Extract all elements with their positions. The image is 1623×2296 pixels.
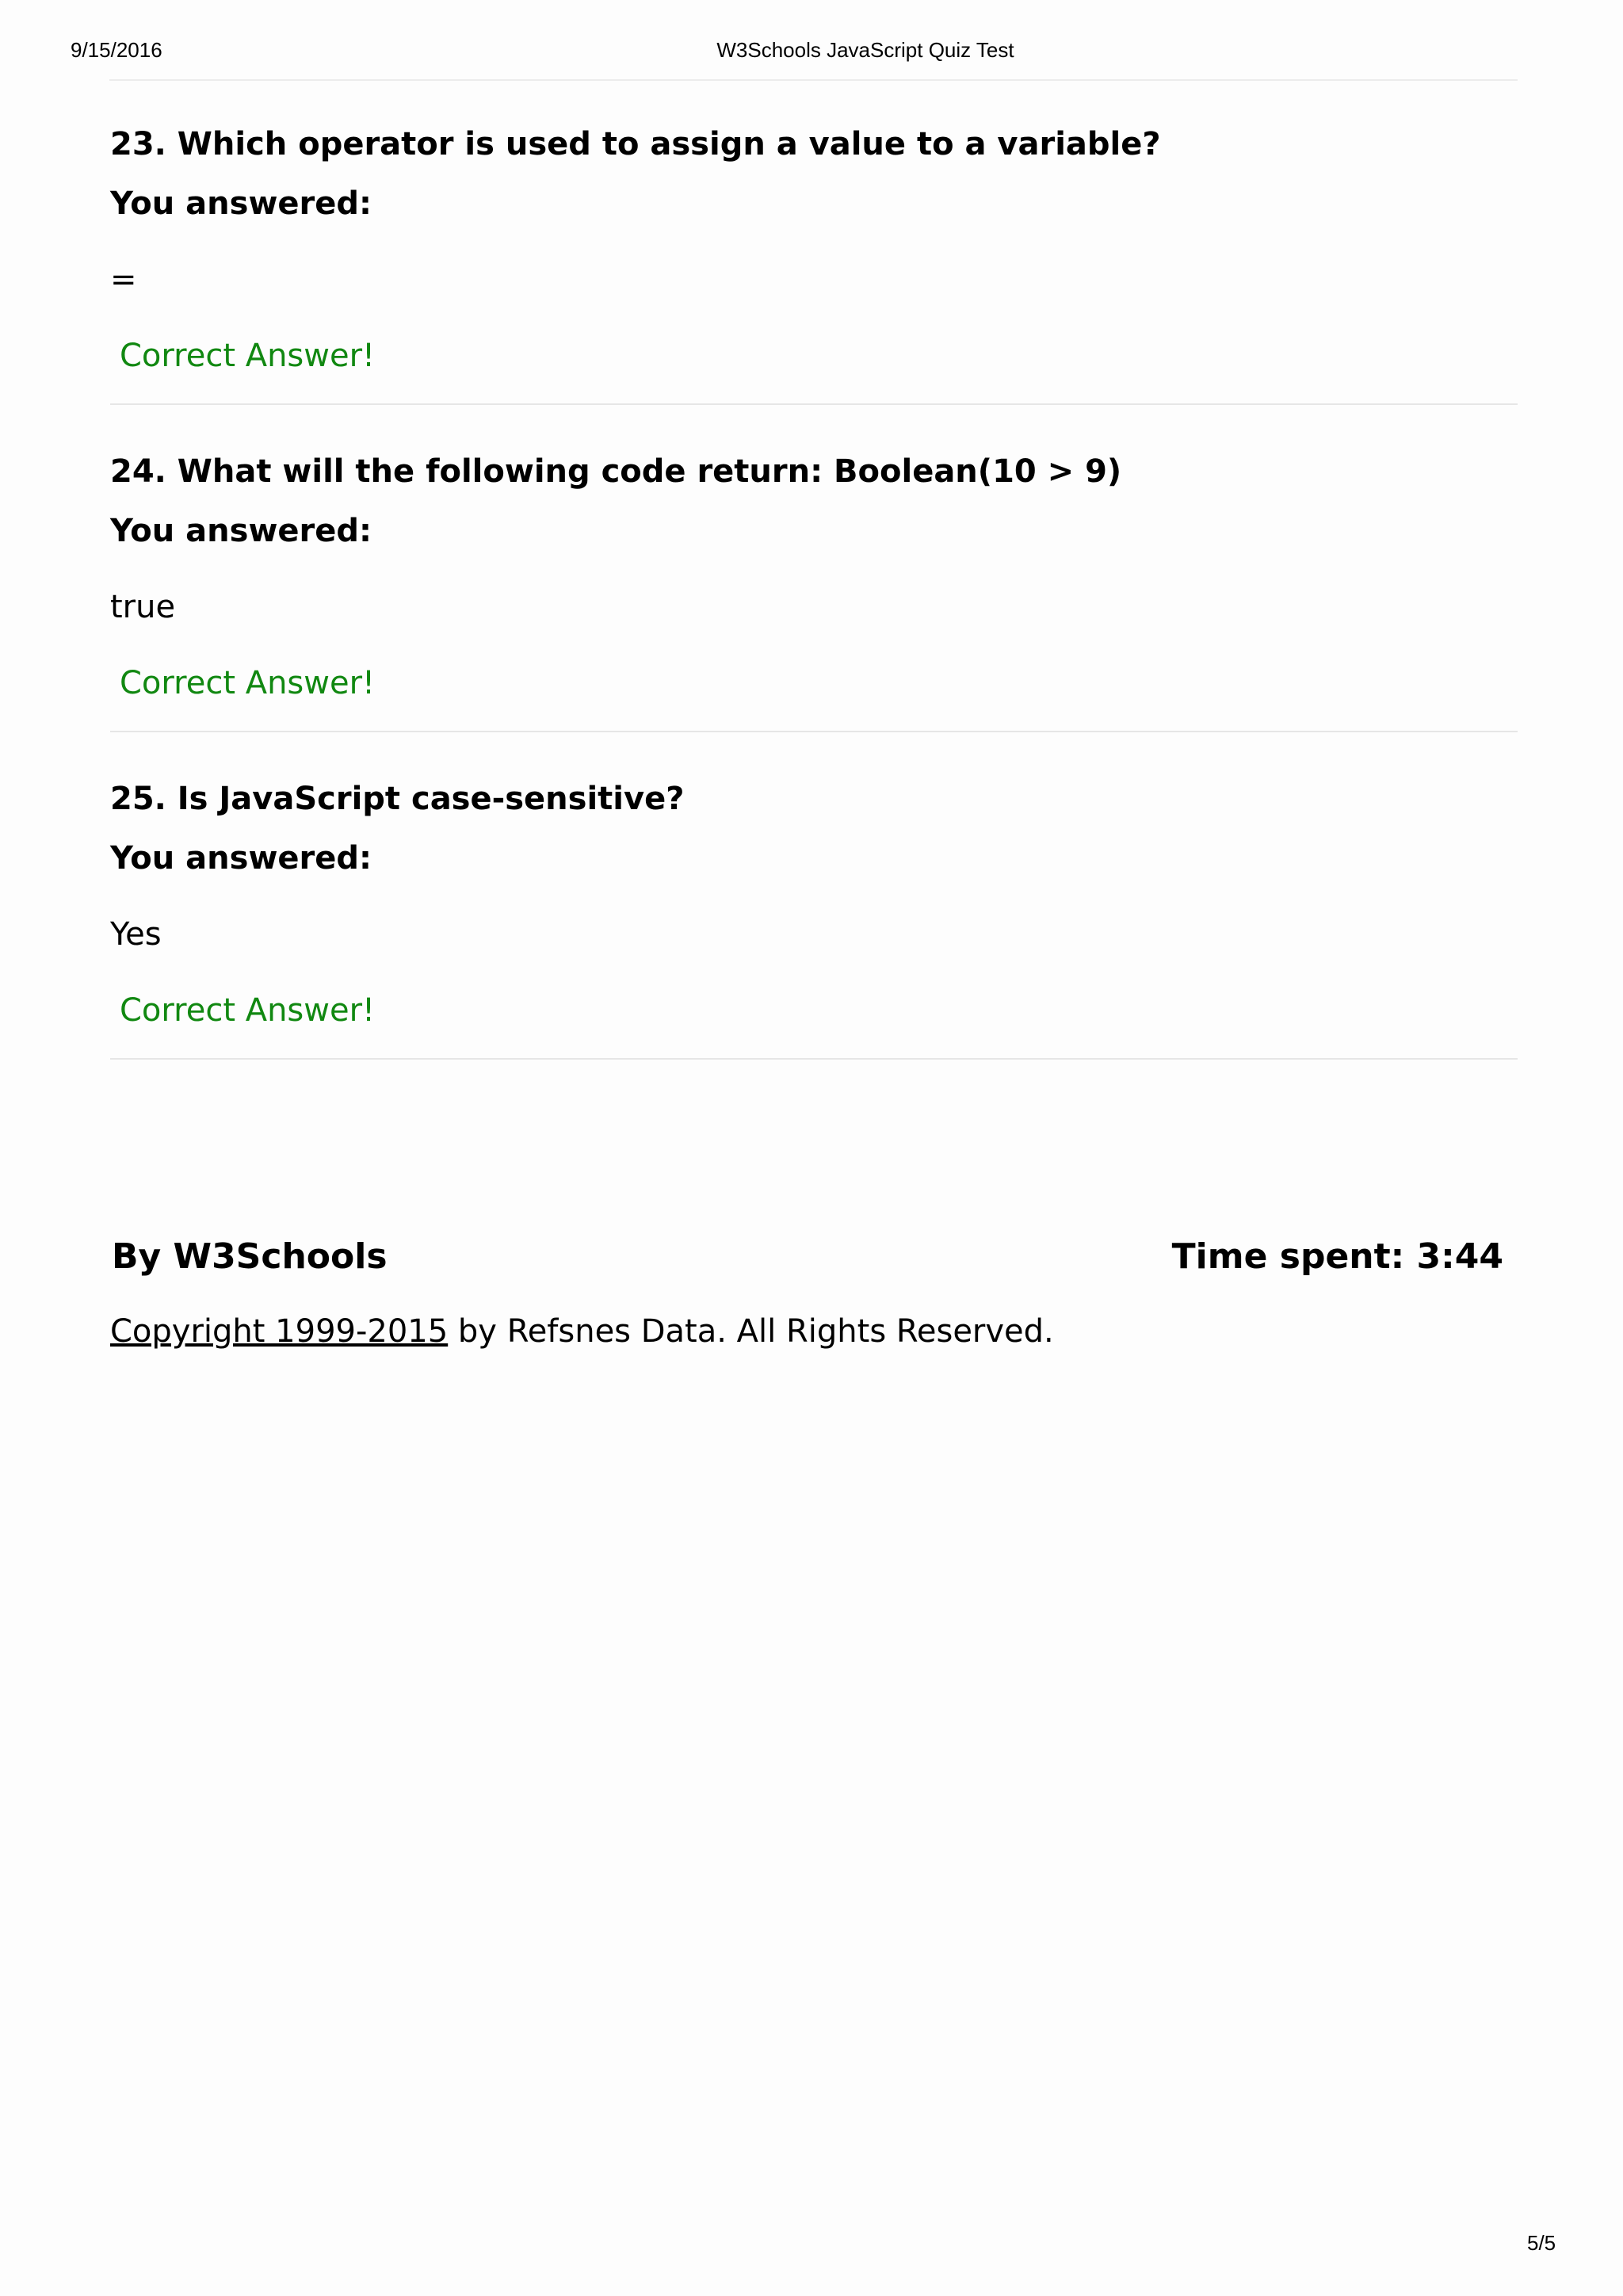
quiz-footer [112, 1233, 1503, 1281]
result-status: Correct Answer! [120, 992, 376, 1029]
question-title: 23. Which operator is used to assign a value to a variable? [110, 126, 1161, 162]
time-spent: Time spent: 3:44 [1171, 1236, 1503, 1277]
question-title: 24. What will the following code return: Boolean(10 > 9) [110, 453, 1122, 490]
user-answer: Yes [110, 916, 162, 953]
question-block [110, 125, 1518, 405]
user-answer: = [110, 262, 137, 298]
print-date: 9/15/2016 [71, 38, 162, 62]
print-title: W3Schools JavaScript Quiz Test [716, 38, 1014, 62]
user-answer: true [110, 589, 176, 625]
question-title: 25. Is JavaScript case-sensitive? [110, 781, 685, 817]
header-divider [109, 79, 1518, 81]
answered-label: You answered: [110, 513, 372, 549]
author-credit: By W3Schools [112, 1236, 388, 1277]
copyright-text: by Refsnes Data. All Rights Reserved. [448, 1313, 1054, 1350]
question-block [110, 780, 1518, 1060]
page-number: 5/5 [1527, 2231, 1556, 2255]
print-header [0, 38, 1623, 70]
quiz-results [110, 111, 1518, 1107]
copyright-link[interactable]: Copyright 1999-2015 [110, 1313, 449, 1350]
question-block [110, 453, 1518, 732]
result-status: Correct Answer! [120, 665, 376, 701]
result-status: Correct Answer! [120, 338, 376, 374]
copyright-line [110, 1311, 1054, 1352]
answered-label: You answered: [110, 840, 372, 877]
answered-label: You answered: [110, 185, 372, 222]
